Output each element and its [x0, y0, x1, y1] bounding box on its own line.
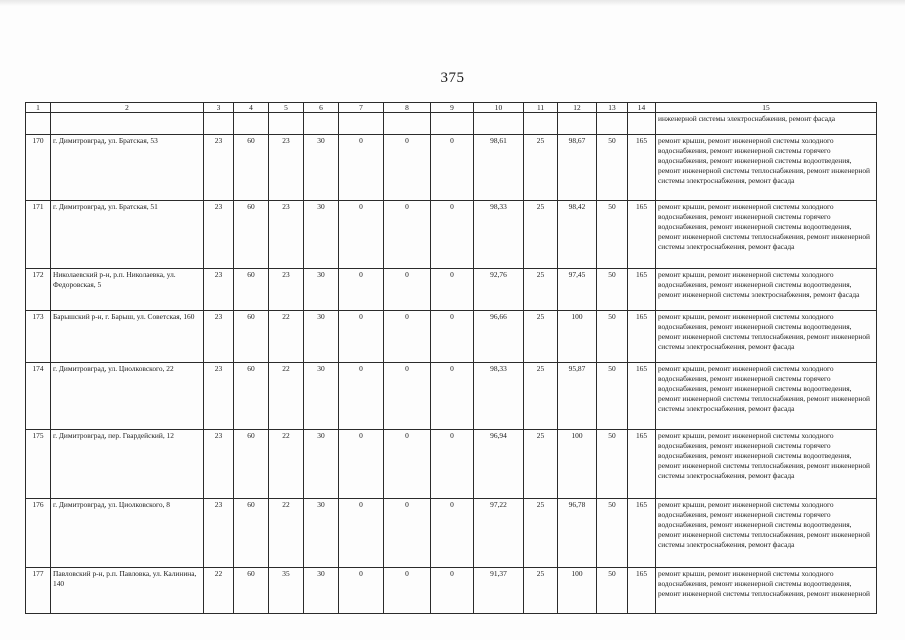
value-cell: 0	[431, 430, 474, 499]
value-cell: 92,76	[474, 269, 524, 311]
value-cell: 0	[339, 499, 384, 568]
value-cell: 0	[339, 201, 384, 269]
address-cell: Павловский р-н, р.п. Павловка, ул. Калинина, 140	[51, 568, 204, 614]
value-cell: 25	[524, 269, 558, 311]
value-cell: 91,37	[474, 568, 524, 614]
value-cell: 50	[597, 135, 628, 201]
value-cell: 165	[628, 311, 656, 363]
value-cell: 25	[524, 363, 558, 430]
value-cell: 23	[269, 201, 304, 269]
value-cell: 0	[431, 568, 474, 614]
value-cell: 100	[558, 311, 597, 363]
works-cell: ремонт крыши, ремонт инженерной системы холодного водоснабжения, ремонт инженерной системы горячего водоснабжения, ремонт инженерной системы водоотведения, ремонт инженерной системы теплоснабжения, ремонт инженерной системы электроснабжения, ремонт фасада	[656, 430, 877, 499]
value-cell: 23	[204, 363, 234, 430]
value-cell: 96,78	[558, 499, 597, 568]
column-number: 1	[26, 103, 51, 113]
value-cell: 50	[597, 363, 628, 430]
works-cell: инженерной системы электроснабжения, ремонт фасада	[656, 113, 877, 135]
table-row	[26, 363, 877, 430]
works-cell: ремонт крыши, ремонт инженерной системы холодного водоснабжения, ремонт инженерной системы горячего водоснабжения, ремонт инженерной системы водоотведения, ремонт инженерной системы теплоснабжения, ремонт инженерной системы электроснабжения, ремонт фасада	[656, 499, 877, 568]
value-cell: 23	[204, 135, 234, 201]
value-cell: 0	[339, 568, 384, 614]
table-row	[26, 568, 877, 614]
address-cell: г. Димитровград, ул. Братская, 53	[51, 135, 204, 201]
works-cell: ремонт крыши, ремонт инженерной системы холодного водоснабжения, ремонт инженерной системы горячего водоснабжения, ремонт инженерной системы водоотведения, ремонт инженерной системы теплоснабжения, ремонт инженерной системы электроснабжения, ремонт фасада	[656, 135, 877, 201]
value-cell: 25	[524, 201, 558, 269]
value-cell: 25	[524, 430, 558, 499]
value-cell: 50	[597, 311, 628, 363]
value-cell: 97,22	[474, 499, 524, 568]
value-cell: 22	[269, 430, 304, 499]
value-cell: 60	[234, 135, 269, 201]
value-cell: 165	[628, 430, 656, 499]
value-cell: 0	[384, 363, 431, 430]
row-number: 174	[26, 363, 51, 430]
value-cell: 50	[597, 568, 628, 614]
column-number: 12	[558, 103, 597, 113]
value-cell: 0	[384, 201, 431, 269]
value-cell: 0	[339, 430, 384, 499]
value-cell: 165	[628, 269, 656, 311]
value-cell: 98,33	[474, 201, 524, 269]
continuation-row	[26, 113, 877, 135]
value-cell: 0	[431, 363, 474, 430]
value-cell: 23	[204, 201, 234, 269]
value-cell: 165	[628, 499, 656, 568]
column-number: 4	[234, 103, 269, 113]
value-cell: 0	[431, 499, 474, 568]
value-cell: 23	[204, 430, 234, 499]
value-cell: 98,67	[558, 135, 597, 201]
value-cell: 95,87	[558, 363, 597, 430]
value-cell: 0	[339, 269, 384, 311]
value-cell: 22	[204, 568, 234, 614]
column-number: 6	[304, 103, 339, 113]
address-cell: Барышский р-н, г. Барыш, ул. Советская, 160	[51, 311, 204, 363]
value-cell: 23	[269, 135, 304, 201]
value-cell: 0	[384, 568, 431, 614]
column-number: 11	[524, 103, 558, 113]
value-cell: 0	[384, 135, 431, 201]
table-row	[26, 430, 877, 499]
value-cell: 22	[269, 311, 304, 363]
data-table	[25, 102, 877, 614]
value-cell: 0	[384, 499, 431, 568]
address-cell: г. Димитровград, пер. Гвардейский, 12	[51, 430, 204, 499]
column-number: 3	[204, 103, 234, 113]
value-cell: 0	[384, 269, 431, 311]
table-row	[26, 201, 877, 269]
value-cell: 98,61	[474, 135, 524, 201]
works-cell: ремонт крыши, ремонт инженерной системы холодного водоснабжения, ремонт инженерной системы водоотведения, ремонт инженерной системы теплоснабжения, ремонт инженерной	[656, 568, 877, 614]
address-cell: г. Димитровград, ул. Братская, 51	[51, 201, 204, 269]
value-cell: 25	[524, 568, 558, 614]
value-cell: 0	[431, 135, 474, 201]
value-cell: 98,33	[474, 363, 524, 430]
value-cell: 98,42	[558, 201, 597, 269]
row-number: 176	[26, 499, 51, 568]
works-cell: ремонт крыши, ремонт инженерной системы холодного водоснабжения, ремонт инженерной системы водоотведения, ремонт инженерной системы электроснабжения, ремонт фасада	[656, 269, 877, 311]
row-number: 175	[26, 430, 51, 499]
value-cell: 23	[204, 311, 234, 363]
works-cell: ремонт крыши, ремонт инженерной системы холодного водоснабжения, ремонт инженерной системы водоотведения, ремонт инженерной системы теплоснабжения, ремонт инженерной системы электроснабжения, ремонт фасада	[656, 311, 877, 363]
value-cell: 50	[597, 269, 628, 311]
value-cell: 60	[234, 363, 269, 430]
value-cell: 22	[269, 363, 304, 430]
row-number: 177	[26, 568, 51, 614]
value-cell: 60	[234, 269, 269, 311]
value-cell: 30	[304, 135, 339, 201]
value-cell: 30	[304, 269, 339, 311]
value-cell: 0	[431, 269, 474, 311]
row-number: 173	[26, 311, 51, 363]
value-cell: 165	[628, 201, 656, 269]
value-cell: 25	[524, 311, 558, 363]
table-row	[26, 311, 877, 363]
value-cell: 165	[628, 568, 656, 614]
value-cell: 23	[204, 269, 234, 311]
column-number: 10	[474, 103, 524, 113]
column-numbers-row	[26, 103, 877, 113]
works-cell: ремонт крыши, ремонт инженерной системы холодного водоснабжения, ремонт инженерной системы горячего водоснабжения, ремонт инженерной системы водоотведения, ремонт инженерной системы теплоснабжения, ремонт инженерной системы электроснабжения, ремонт фасада	[656, 201, 877, 269]
value-cell: 25	[524, 135, 558, 201]
value-cell: 97,45	[558, 269, 597, 311]
column-number: 14	[628, 103, 656, 113]
value-cell: 60	[234, 499, 269, 568]
value-cell: 100	[558, 568, 597, 614]
value-cell: 22	[269, 499, 304, 568]
address-cell: г. Димитровград, ул. Циолковского, 22	[51, 363, 204, 430]
value-cell: 0	[431, 201, 474, 269]
value-cell: 30	[304, 499, 339, 568]
value-cell: 23	[204, 499, 234, 568]
value-cell: 50	[597, 430, 628, 499]
address-cell: Николаевский р-н, р.п. Николаевка, ул. Федоровская, 5	[51, 269, 204, 311]
value-cell: 0	[339, 363, 384, 430]
works-cell: ремонт крыши, ремонт инженерной системы холодного водоснабжения, ремонт инженерной системы горячего водоснабжения, ремонт инженерной системы водоотведения, ремонт инженерной системы теплоснабжения, ремонт инженерной системы электроснабжения, ремонт фасада	[656, 363, 877, 430]
value-cell: 30	[304, 311, 339, 363]
table-row	[26, 135, 877, 201]
value-cell: 60	[234, 201, 269, 269]
column-number: 5	[269, 103, 304, 113]
table-row	[26, 499, 877, 568]
column-number: 9	[431, 103, 474, 113]
address-cell: г. Димитровград, ул. Циолковского, 8	[51, 499, 204, 568]
value-cell: 50	[597, 201, 628, 269]
value-cell: 96,94	[474, 430, 524, 499]
value-cell: 165	[628, 135, 656, 201]
row-number: 171	[26, 201, 51, 269]
column-number: 8	[384, 103, 431, 113]
column-number: 7	[339, 103, 384, 113]
value-cell: 0	[339, 311, 384, 363]
column-number: 2	[51, 103, 204, 113]
value-cell: 60	[234, 568, 269, 614]
value-cell: 30	[304, 430, 339, 499]
scan-top-edge	[0, 0, 905, 6]
value-cell: 23	[269, 269, 304, 311]
table-row	[26, 269, 877, 311]
value-cell: 35	[269, 568, 304, 614]
value-cell: 30	[304, 363, 339, 430]
value-cell: 50	[597, 499, 628, 568]
value-cell: 100	[558, 430, 597, 499]
value-cell: 30	[304, 568, 339, 614]
value-cell: 30	[304, 201, 339, 269]
value-cell: 96,66	[474, 311, 524, 363]
value-cell: 60	[234, 311, 269, 363]
column-number: 13	[597, 103, 628, 113]
value-cell: 0	[431, 311, 474, 363]
page-number: 375	[440, 70, 465, 86]
value-cell: 0	[384, 311, 431, 363]
value-cell: 25	[524, 499, 558, 568]
column-number: 15	[656, 103, 877, 113]
value-cell: 60	[234, 430, 269, 499]
row-number: 170	[26, 135, 51, 201]
value-cell: 0	[339, 135, 384, 201]
value-cell: 165	[628, 363, 656, 430]
value-cell: 0	[384, 430, 431, 499]
row-number: 172	[26, 269, 51, 311]
